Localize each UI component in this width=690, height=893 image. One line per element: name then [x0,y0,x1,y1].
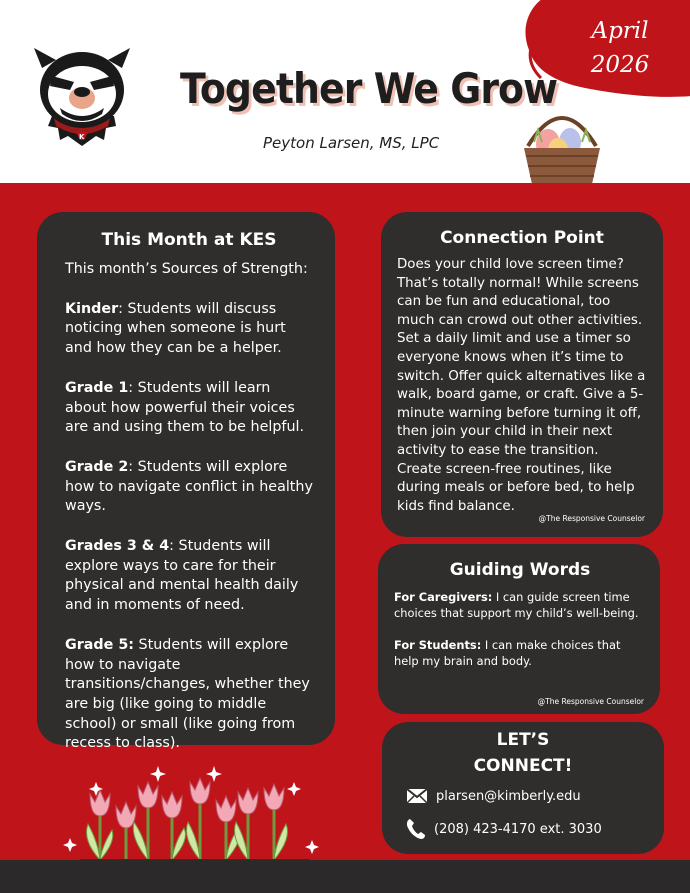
connection-point-body: Does your child love screen time? That’s totally normal! While screens can be fun and educational, too much can crowd out other activities. Set a daily limit and use a timer so everyone knows when it’s time to switch. Offer quick alternatives like a walk, board game, or craft. Give a 5-minute warning before turning it off, then join your child in their next activity to ease the transition. Create screen-free routines, like during meals or before bed, to help kids find balance. [397,257,646,514]
envelope-icon [406,788,428,804]
grade-text: Students will explore how to navigate transitions/changes, whether they are big (like going to middle school) or small (like going from recess to class). [65,636,310,752]
contact-heading-line2: CONNECT! [473,756,573,776]
guiding-words-title: Guiding Words [449,560,591,580]
caregivers-label: For Caregivers: [394,590,493,604]
connection-credit: @The Responsive Counselor [538,514,645,523]
grade-item-3-4: Grades 3 & 4: Students will explore ways to care for their physical and mental health daily and in moments of need. [65,538,299,614]
newsletter-title: Together We Grow [180,64,558,113]
issue-date [572,14,668,82]
caregivers-statement [394,589,646,621]
author-name: Peyton Larsen, MS, LPC [263,134,440,152]
sources-intro: This month’s Sources of Strength: [65,261,308,277]
grade-text: Students will explore ways to care for their physical and mental health daily and in moments of need. [65,538,299,614]
email-link[interactable]: plarsen@kimberly.edu [436,788,581,804]
connection-point-card [381,212,663,537]
bulldog-mascot-icon [30,40,134,146]
caregivers-text: I can guide screen time choices that support my child’s well-being. [394,590,639,620]
svg-text:K: K [79,133,85,141]
grade-label: Kinder [65,300,119,317]
students-statement [394,637,646,669]
grade-item-kinder: Kinder: Students will discuss noticing when someone is hurt and how they can be a helper. [65,300,286,357]
easter-basket-icon [518,100,606,183]
this-month-card [37,212,335,752]
issue-month: April [591,18,649,44]
phone-row[interactable] [406,818,602,840]
header [0,0,690,183]
students-text: I can make choices that help my brain and body. [394,638,621,668]
phone-icon [406,818,426,840]
tulips-icon [60,760,328,865]
grade-label: Grade 2 [65,458,129,475]
phone-number[interactable]: (208) 423-4170 ext. 3030 [434,821,602,837]
this-month-title: This Month at KES [101,230,277,250]
grade-text: Students will explore how to navigate conflict in healthy ways. [65,458,313,515]
guiding-words-card [378,544,660,714]
grade-item-2: Grade 2: Students will explore how to navigate conflict in healthy ways. [65,458,313,515]
email-row[interactable] [406,788,581,804]
contact-card [382,722,664,854]
grade-item-5 [65,636,313,754]
grade-text: Students will discuss noticing when someone is hurt and how they can be a helper. [65,300,286,357]
grade-label: Grade 1 [65,379,129,396]
footer-bar [0,860,690,893]
grade-item-1: Grade 1: Students will learn about how powerful their voices are and using them to be helpful. [65,379,305,436]
contact-heading-line1: LET’S [496,730,550,750]
grade-label: Grade 5: [65,636,135,653]
issue-year: 2026 [590,52,650,78]
students-label: For Students: [394,638,482,652]
grade-text: Students will learn about how powerful their voices are and using them to be helpful. [65,379,305,436]
connection-point-title: Connection Point [440,228,604,248]
grade-label: Grades 3 & 4 [65,538,170,555]
guiding-credit: @The Responsive Counselor [537,697,644,706]
